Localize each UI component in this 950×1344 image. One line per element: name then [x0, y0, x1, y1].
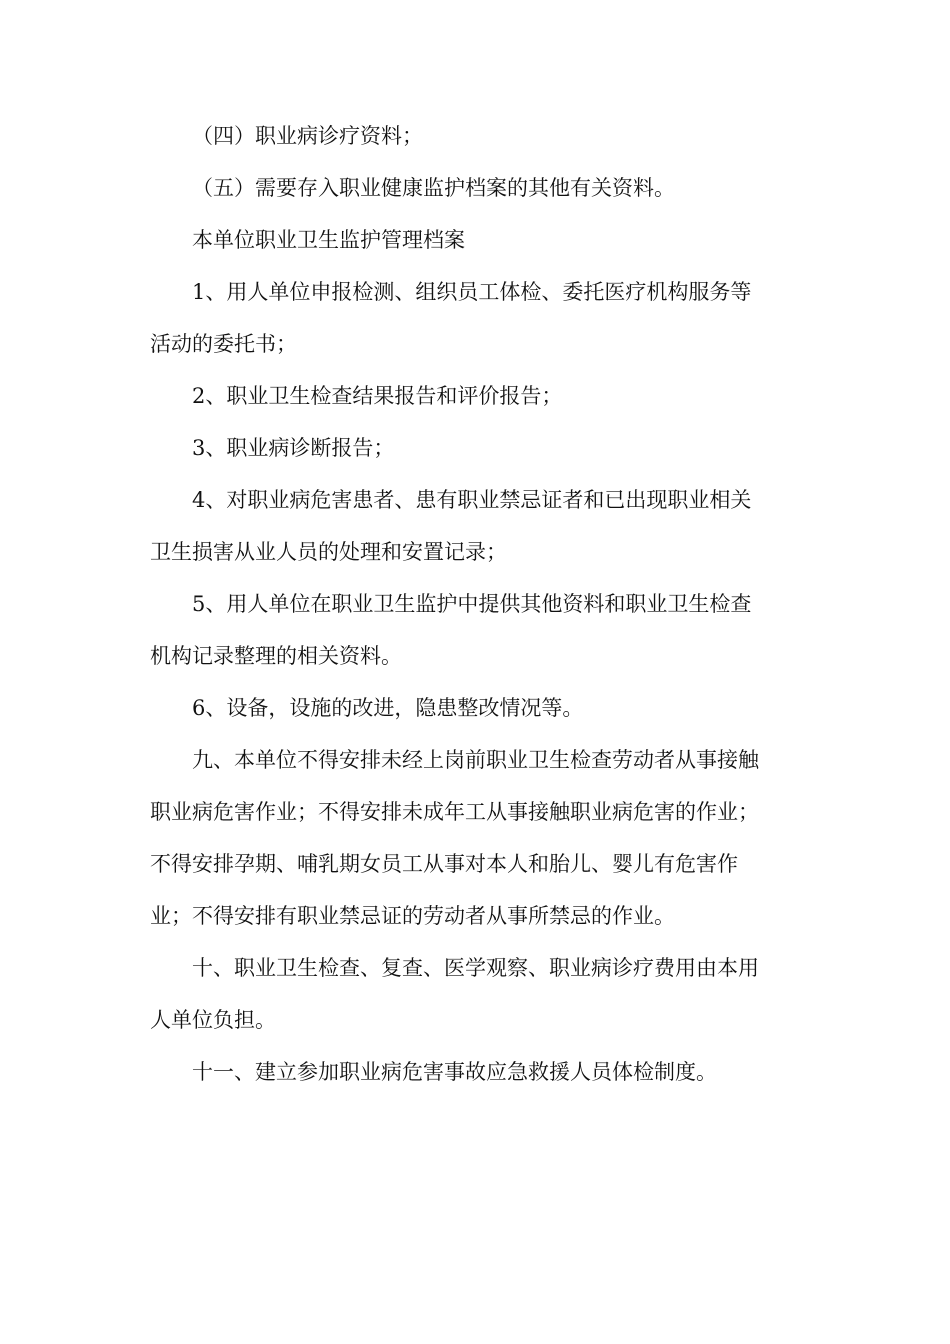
paragraph-line: 不得安排孕期、哺乳期女员工从事对本人和胎儿、婴儿有危害作 — [150, 852, 738, 876]
paragraph-line: 十一、建立参加职业病危害事故应急救援人员体检制度。 — [192, 1060, 717, 1084]
paragraph-line: 活动的委托书； — [150, 332, 297, 356]
paragraph-line: 本单位职业卫生监护管理档案 — [192, 228, 465, 252]
paragraph-line: 机构记录整理的相关资料。 — [150, 644, 402, 668]
paragraph-line: 业；不得安排有职业禁忌证的劳动者从事所禁忌的作业。 — [150, 904, 675, 928]
paragraph — [150, 1046, 810, 1098]
paragraph — [150, 942, 810, 1046]
paragraph-line: 3、职业病诊断报告； — [192, 436, 395, 460]
list-item — [150, 266, 810, 370]
list-item — [150, 578, 810, 682]
paragraph — [150, 734, 810, 942]
paragraph-line: 2、职业卫生检查结果报告和评价报告； — [192, 384, 563, 408]
paragraph-line: 人单位负担。 — [150, 1008, 276, 1032]
paragraph-line: 九、本单位不得安排未经上岗前职业卫生检查劳动者从事接触 — [192, 748, 759, 772]
paragraph-line: 5、用人单位在职业卫生监护中提供其他资料和职业卫生检查 — [192, 592, 752, 616]
list-item — [150, 370, 810, 422]
document-body — [150, 110, 810, 1098]
paragraph — [150, 162, 810, 214]
paragraph-line: （五）需要存入职业健康监护档案的其他有关资料。 — [192, 176, 675, 200]
section-heading — [150, 214, 810, 266]
list-item — [150, 682, 810, 734]
paragraph-line: 1、用人单位申报检测、组织员工体检、委托医疗机构服务等 — [192, 280, 752, 304]
paragraph-line: 卫生损害从业人员的处理和安置记录； — [150, 540, 507, 564]
paragraph-line: （四）职业病诊疗资料； — [192, 124, 423, 148]
paragraph-line: 职业病危害作业；不得安排未成年工从事接触职业病危害的作业； — [150, 800, 759, 824]
list-item — [150, 474, 810, 578]
paragraph-line: 十、职业卫生检查、复查、医学观察、职业病诊疗费用由本用 — [192, 956, 759, 980]
paragraph-line: 4、对职业病危害患者、患有职业禁忌证者和已出现职业相关 — [192, 488, 752, 512]
paragraph-line: 6、设备，设施的改进，隐患整改情况等。 — [192, 696, 584, 720]
list-item — [150, 422, 810, 474]
paragraph — [150, 110, 810, 162]
